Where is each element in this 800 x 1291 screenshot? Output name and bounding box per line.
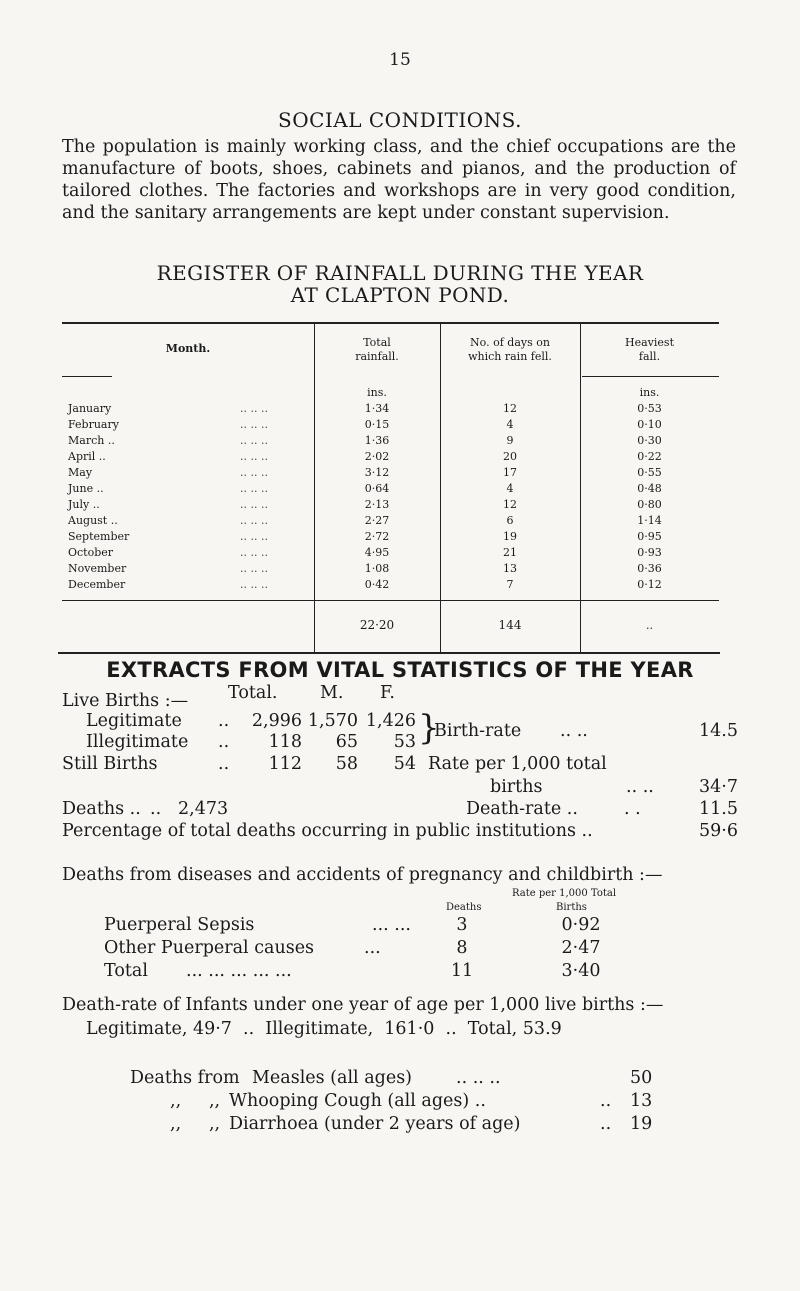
total-rainfall-cell: 2·02 <box>364 450 390 463</box>
heaviest-fall-cell: 0·48 <box>637 482 662 495</box>
public-inst-value: 59·6 <box>699 821 738 841</box>
birth-rate-label: Birth-rate <box>434 721 522 741</box>
leader-dots: .. .. .. <box>240 482 268 495</box>
heaviest-fall-cell: 1·14 <box>637 514 662 527</box>
still-total: 112 <box>268 754 302 774</box>
maternal-row-dots: ... <box>364 938 381 958</box>
heaviest-fall-cell: 0·30 <box>637 434 662 447</box>
maternal-col-deaths: Deaths <box>446 902 482 913</box>
maternal-row-label: Total <box>104 961 148 981</box>
total-rainfall-cell: 1·08 <box>364 562 390 575</box>
rain-days-cell: 7 <box>506 578 514 591</box>
total-rainfall-cell: 0·42 <box>364 578 390 591</box>
disease-row-value: 13 <box>630 1091 653 1111</box>
rain-days-cell: 21 <box>503 546 517 559</box>
maternal-row-deaths: 3 <box>456 915 468 935</box>
rain-days-cell: 19 <box>503 530 517 543</box>
maternal-row-dots: ... ... <box>372 915 411 935</box>
rain-days-cell: 17 <box>503 466 517 479</box>
header-total-l2: rainfall. <box>355 350 399 363</box>
public-inst-label: Percentage of total deaths occurring in public institutions .. <box>62 821 593 841</box>
total-rainfall-cell: 2·72 <box>364 530 390 543</box>
disease-row-label: Whooping Cough (all ages) .. <box>229 1091 486 1111</box>
total-rainfall-cell: 0·15 <box>364 418 390 431</box>
month-label: October <box>68 546 114 559</box>
illegit-m: 65 <box>335 732 358 752</box>
unit-heaviest: ins. <box>639 386 660 399</box>
header-days-l2: which rain fell. <box>468 350 552 363</box>
total-rainfall-cell: 1·34 <box>364 402 390 415</box>
disease-row-value: 50 <box>630 1068 653 1088</box>
death-rate-dots: . . <box>624 799 641 819</box>
month-label: March .. <box>68 434 115 447</box>
month-label: July .. <box>68 498 100 511</box>
heaviest-fall-cell: 0·12 <box>637 578 662 591</box>
table-top-rule <box>62 322 719 324</box>
legit-f: 1,426 <box>365 711 416 731</box>
leader-dots: .. .. .. <box>240 530 268 543</box>
rainfall-title-line1: REGISTER OF RAINFALL DURING THE YEAR <box>156 261 644 285</box>
body-bottom-rule <box>62 600 719 601</box>
leader-dots: .. .. .. <box>240 546 268 559</box>
maternal-row-label: Puerperal Sepsis <box>104 915 255 935</box>
maternal-row-deaths: 11 <box>450 961 474 981</box>
disease-row-value: 19 <box>630 1114 653 1134</box>
total-rainfall-cell: 4·95 <box>364 546 390 559</box>
illegit-f: 53 <box>393 732 416 752</box>
disease-row-label: Diarrhoea (under 2 years of age) <box>229 1114 521 1134</box>
brace: } <box>418 708 440 748</box>
rainfall-title <box>0 262 800 306</box>
rainfall-table <box>62 322 719 652</box>
maternal-col-births: Births <box>556 902 587 913</box>
maternal-row-rate: 2·47 <box>561 938 601 958</box>
leader-dots: .. .. .. <box>240 498 268 511</box>
total-heaviest: .. <box>646 619 653 632</box>
header-rule-right <box>582 376 719 377</box>
heaviest-fall-cell: 0·36 <box>637 562 662 575</box>
header-rule-left <box>62 376 112 377</box>
month-label: June .. <box>68 482 104 495</box>
total-rainfall-cell: 3·12 <box>364 466 390 479</box>
deaths-dots: .. <box>150 799 162 819</box>
legit-m: 1,570 <box>307 711 358 731</box>
month-label: January <box>68 402 112 415</box>
illegit-total: 118 <box>268 732 302 752</box>
maternal-row-rate: 3·40 <box>561 961 601 981</box>
heaviest-fall-cell: 0·55 <box>637 466 662 479</box>
rain-days-cell: 13 <box>503 562 517 575</box>
col-m-header: M. <box>320 683 344 703</box>
month-label: September <box>68 530 130 543</box>
intro-paragraph: The population is mainly working class, and the chief occupations are the manufacture of boots, shoes, cabinets and pianos, and the production of tailored clothes. The factories and workshops are in very good condition, and the sanitary arrangements are kept under constant supervision. <box>62 137 736 223</box>
heaviest-fall-cell: 0·95 <box>637 530 662 543</box>
legit-total: 2,996 <box>251 711 302 731</box>
total-rainfall-sum: 22·20 <box>359 618 395 632</box>
leader-dots: .. .. .. <box>240 418 268 431</box>
infants-line: Legitimate, 49·7 .. Illegitimate, 161·0 .. Total, 53.9 <box>86 1019 562 1039</box>
header-month: Month. <box>165 342 211 355</box>
birth-rate-dots: .. .. <box>560 721 588 741</box>
rain-days-cell: 12 <box>503 402 517 415</box>
still-dots: .. <box>218 754 230 774</box>
legit-label: Legitimate <box>86 711 182 731</box>
leader-dots: .. .. .. <box>240 578 268 591</box>
maternal-col-rate: Rate per 1,000 Total <box>512 888 617 899</box>
leader-dots: .. .. .. <box>240 562 268 575</box>
disease-row-dots: .. <box>600 1114 612 1134</box>
live-births-label: Live Births :— <box>62 691 189 711</box>
header-heaviest-l1: Heaviest <box>625 336 674 349</box>
illegit-label: Illegitimate <box>86 732 189 752</box>
month-label: February <box>68 418 119 431</box>
header-total-l1: Total <box>363 336 391 349</box>
disease-row-prefix: Deaths from <box>130 1068 240 1088</box>
disease-row-prefix: ,, ,, <box>170 1091 221 1111</box>
leader-dots: .. .. .. <box>240 434 268 447</box>
rain-days-cell: 12 <box>503 498 517 511</box>
table-bottom-rule <box>58 652 720 654</box>
vital-stats-title: EXTRACTS FROM VITAL STATISTICS OF THE YEAR <box>106 658 694 682</box>
header-total <box>314 336 440 364</box>
still-rate-births: births <box>490 777 543 797</box>
col-f-header: F. <box>380 683 395 703</box>
disease-row-dots: .. .. .. <box>456 1068 501 1088</box>
maternal-row-deaths: 8 <box>456 938 468 958</box>
header-heaviest-l2: fall. <box>638 350 661 363</box>
disease-row-prefix: ,, ,, <box>170 1114 221 1134</box>
header-days <box>440 336 580 364</box>
month-label: April .. <box>68 450 106 463</box>
still-rate-dots: .. .. <box>626 777 654 797</box>
heaviest-fall-cell: 0·10 <box>637 418 662 431</box>
rain-days-cell: 20 <box>503 450 517 463</box>
illegit-dots: .. <box>218 732 230 752</box>
maternal-row-label: Other Puerperal causes <box>104 938 315 958</box>
unit-total: ins. <box>367 386 387 399</box>
col-total-header: Total. <box>228 683 278 703</box>
page-number: 15 <box>389 50 411 70</box>
infants-intro: Death-rate of Infants under one year of age per 1,000 live births :— <box>62 995 664 1015</box>
heaviest-fall-cell: 0·80 <box>637 498 662 511</box>
total-rainfall-cell: 1·36 <box>364 434 390 447</box>
still-rate-label: Rate per 1,000 total <box>428 754 607 774</box>
leader-dots: .. .. .. <box>240 514 268 527</box>
total-rainfall-cell: 0·64 <box>364 482 390 495</box>
total-days-sum: 144 <box>498 618 522 632</box>
disease-row-dots: .. <box>600 1091 612 1111</box>
leader-dots: .. .. .. <box>240 466 268 479</box>
month-label: August .. <box>68 514 118 527</box>
rain-days-cell: 6 <box>506 514 514 527</box>
maternal-row-dots: ... ... ... ... ... <box>186 961 292 981</box>
birth-rate-value: 14.5 <box>699 721 738 741</box>
death-rate-value: 11.5 <box>699 799 738 819</box>
deaths-total: 2,473 <box>178 799 229 819</box>
deaths-label: Deaths .. <box>62 799 141 819</box>
leader-dots: .. .. .. <box>240 450 268 463</box>
heaviest-fall-cell: 0·53 <box>637 402 662 415</box>
maternal-row-rate: 0·92 <box>561 915 601 935</box>
rainfall-title-line2: AT CLAPTON POND. <box>290 283 510 307</box>
maternal-intro: Deaths from diseases and accidents of pregnancy and childbirth :— <box>62 865 663 885</box>
still-m: 58 <box>335 754 358 774</box>
header-days-l1: No. of days on <box>470 336 550 349</box>
header-heaviest <box>580 336 719 364</box>
heaviest-fall-cell: 0·93 <box>637 546 662 559</box>
month-label: May <box>68 466 93 479</box>
month-label: December <box>68 578 126 591</box>
still-births-label: Still Births <box>62 754 158 774</box>
rain-days-cell: 4 <box>506 418 514 431</box>
section-title: SOCIAL CONDITIONS. <box>278 108 522 132</box>
legit-dots: .. <box>218 711 230 731</box>
month-label: November <box>68 562 127 575</box>
still-rate-value: 34·7 <box>699 777 738 797</box>
rain-days-cell: 9 <box>506 434 514 447</box>
leader-dots: .. .. .. <box>240 402 268 415</box>
rain-days-cell: 4 <box>506 482 514 495</box>
still-f: 54 <box>393 754 416 774</box>
total-rainfall-cell: 2·27 <box>364 514 390 527</box>
death-rate-label: Death-rate .. <box>466 799 578 819</box>
total-rainfall-cell: 2·13 <box>364 498 390 511</box>
heaviest-fall-cell: 0·22 <box>637 450 662 463</box>
disease-row-label: Measles (all ages) <box>252 1068 413 1088</box>
